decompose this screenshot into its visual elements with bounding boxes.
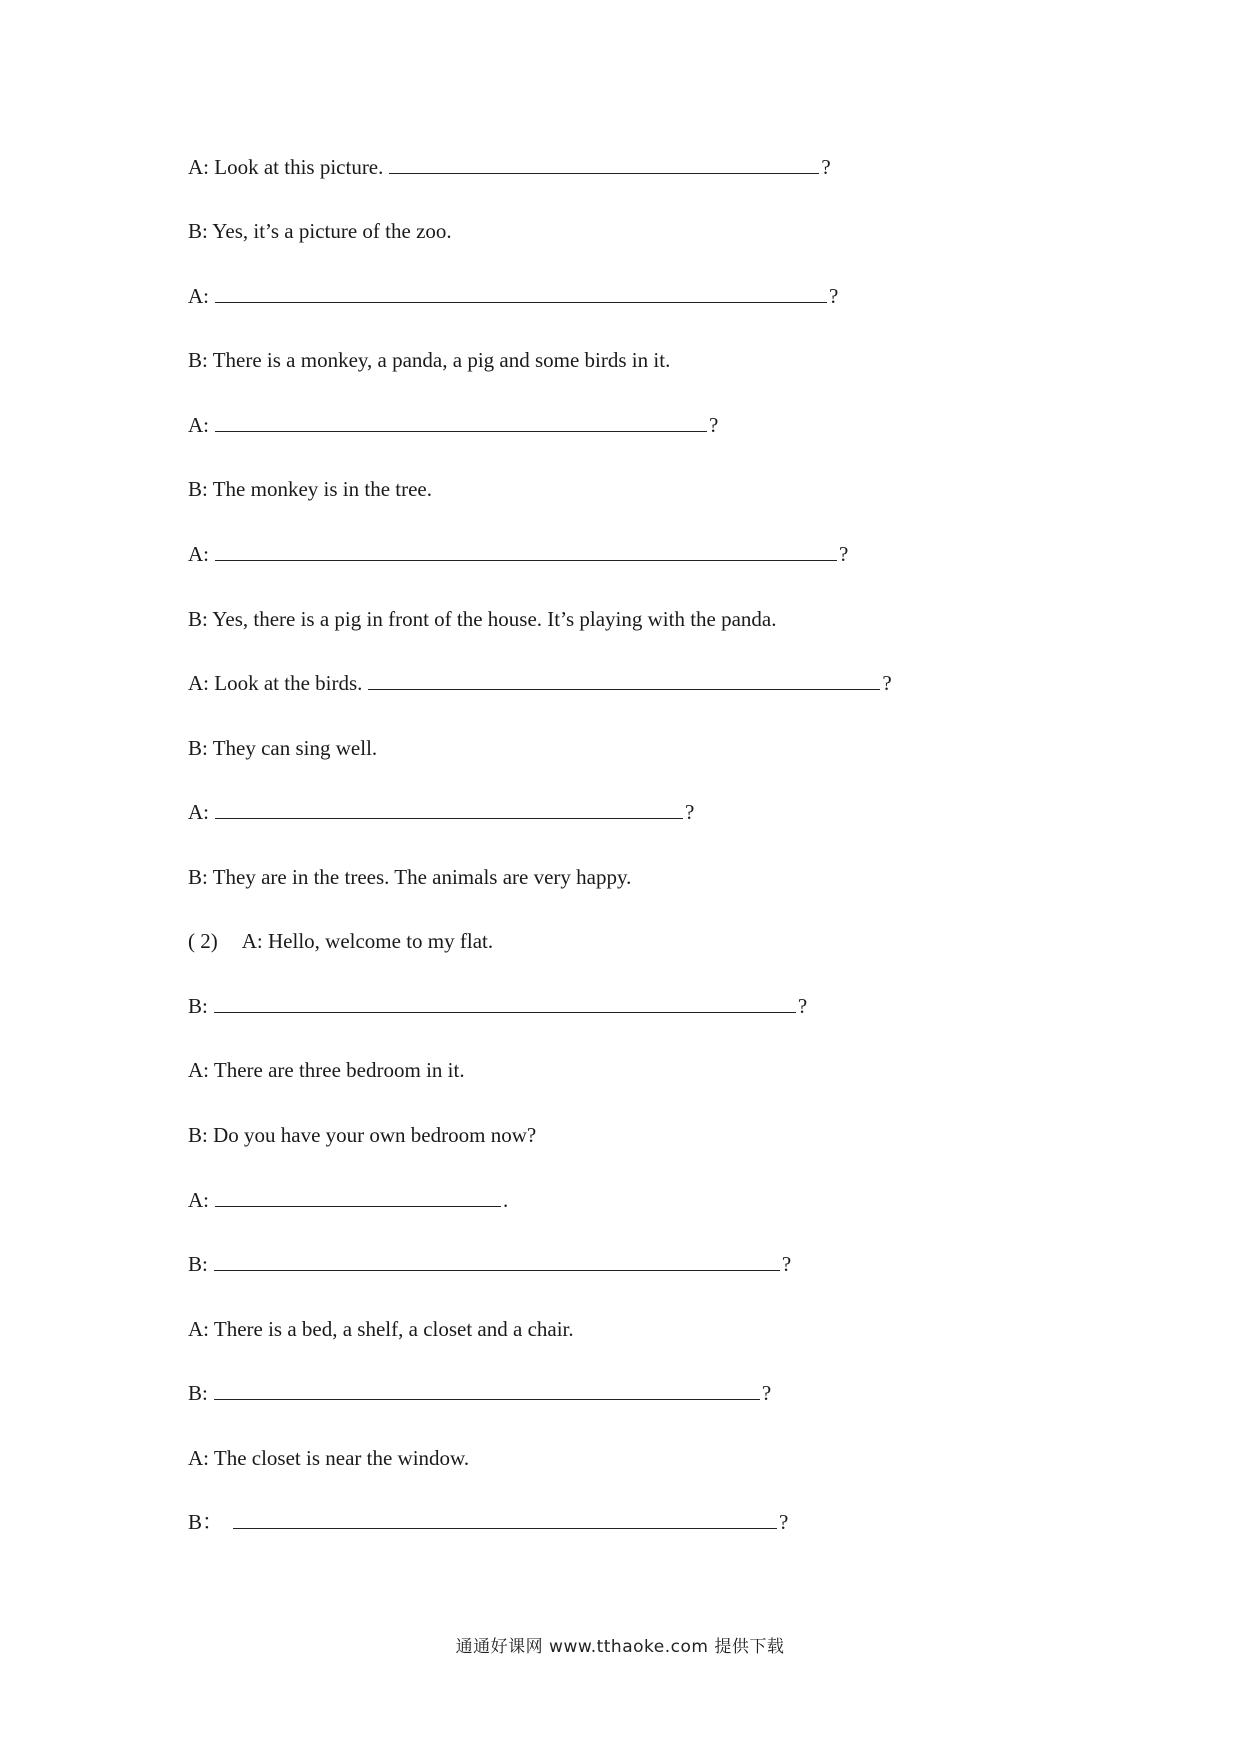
- line-text: A:: [188, 284, 209, 308]
- answer-blank[interactable]: [368, 669, 880, 690]
- answer-blank[interactable]: [215, 540, 837, 561]
- line-text: B:: [188, 1252, 208, 1276]
- line-text: B：: [188, 1510, 224, 1534]
- line-end-mark: ?: [821, 155, 831, 179]
- dialogue-line-20: [188, 1377, 771, 1409]
- dialogue-line-17: [188, 1184, 508, 1216]
- line-text: A: The closet is near the window.: [188, 1446, 470, 1470]
- line-text: B: Do you have your own bedroom now?: [188, 1123, 537, 1147]
- dialogue-line-1: [188, 151, 831, 183]
- line-end-mark: ?: [779, 1510, 789, 1534]
- dialogue-line-13: [188, 925, 493, 957]
- dialogue-line-9: [188, 667, 892, 699]
- line-text: A: There are three bedroom in it.: [188, 1058, 465, 1082]
- line-end-mark: ?: [685, 800, 695, 824]
- line-text: A: There is a bed, a shelf, a closet and a chair.: [188, 1317, 574, 1341]
- answer-blank[interactable]: [215, 798, 683, 819]
- dialogue-line-18: [188, 1248, 791, 1280]
- dialogue-line-5: [188, 409, 718, 441]
- line-end-mark: ?: [882, 671, 892, 695]
- page-footer: 通通好课网 www.tthaoke.com 提供下载: [455, 1637, 785, 1657]
- dialogue-line-16: [188, 1119, 536, 1151]
- line-text: B:: [188, 1381, 208, 1405]
- line-end-mark: .: [503, 1188, 509, 1212]
- line-end-mark: ?: [761, 1381, 772, 1405]
- answer-blank[interactable]: [215, 411, 707, 432]
- line-text: A: Look at the birds.: [188, 671, 363, 695]
- dialogue-line-12: [188, 861, 631, 893]
- answer-blank[interactable]: [233, 1508, 777, 1529]
- dialogue-line-19: [188, 1313, 574, 1345]
- dialogue-line-10: [188, 732, 377, 764]
- line-text: A:: [188, 542, 209, 566]
- dialogue-line-14: [188, 990, 807, 1022]
- line-text: A:: [188, 800, 209, 824]
- line-text: B: They are in the trees. The animals are very happy.: [188, 865, 632, 889]
- answer-blank[interactable]: [215, 282, 827, 303]
- line-end-mark: ?: [781, 1252, 792, 1276]
- line-text: B: Yes, it’s a picture of the zoo.: [188, 219, 452, 243]
- dialogue-line-4: [188, 344, 670, 376]
- answer-blank[interactable]: [214, 992, 796, 1013]
- answer-blank[interactable]: [215, 1186, 501, 1207]
- line-text: A:: [188, 1188, 209, 1212]
- line-text: A: Hello, welcome to my flat.: [241, 929, 494, 953]
- dialogue-line-8: [188, 603, 777, 635]
- answer-blank[interactable]: [214, 1250, 780, 1271]
- line-end-mark: ?: [797, 994, 808, 1018]
- line-text: B: The monkey is in the tree.: [188, 477, 432, 501]
- dialogue-line-22: [188, 1506, 788, 1538]
- dialogue-line-3: [188, 280, 838, 312]
- line-text: A:: [188, 413, 209, 437]
- line-end-mark: ?: [839, 542, 849, 566]
- dialogue-line-11: [188, 796, 694, 828]
- dialogue-line-2: [188, 215, 452, 247]
- line-text: B: Yes, there is a pig in front of the house. It’s playing with the panda.: [188, 607, 777, 631]
- line-text: B: They can sing well.: [188, 736, 378, 760]
- dialogue-line-15: [188, 1054, 465, 1086]
- dialogue-line-6: [188, 473, 432, 505]
- answer-blank[interactable]: [389, 153, 819, 174]
- dialogue-line-21: [188, 1442, 469, 1474]
- dialogue-line-7: [188, 538, 848, 570]
- line-text: A: Look at this picture.: [188, 155, 384, 179]
- line-text: B:: [188, 994, 208, 1018]
- line-end-mark: ?: [829, 284, 839, 308]
- line-text: B: There is a monkey, a panda, a pig and some birds in it.: [188, 348, 671, 372]
- line-end-mark: ?: [709, 413, 719, 437]
- answer-blank[interactable]: [214, 1379, 760, 1400]
- question-number: ( 2): [188, 929, 218, 953]
